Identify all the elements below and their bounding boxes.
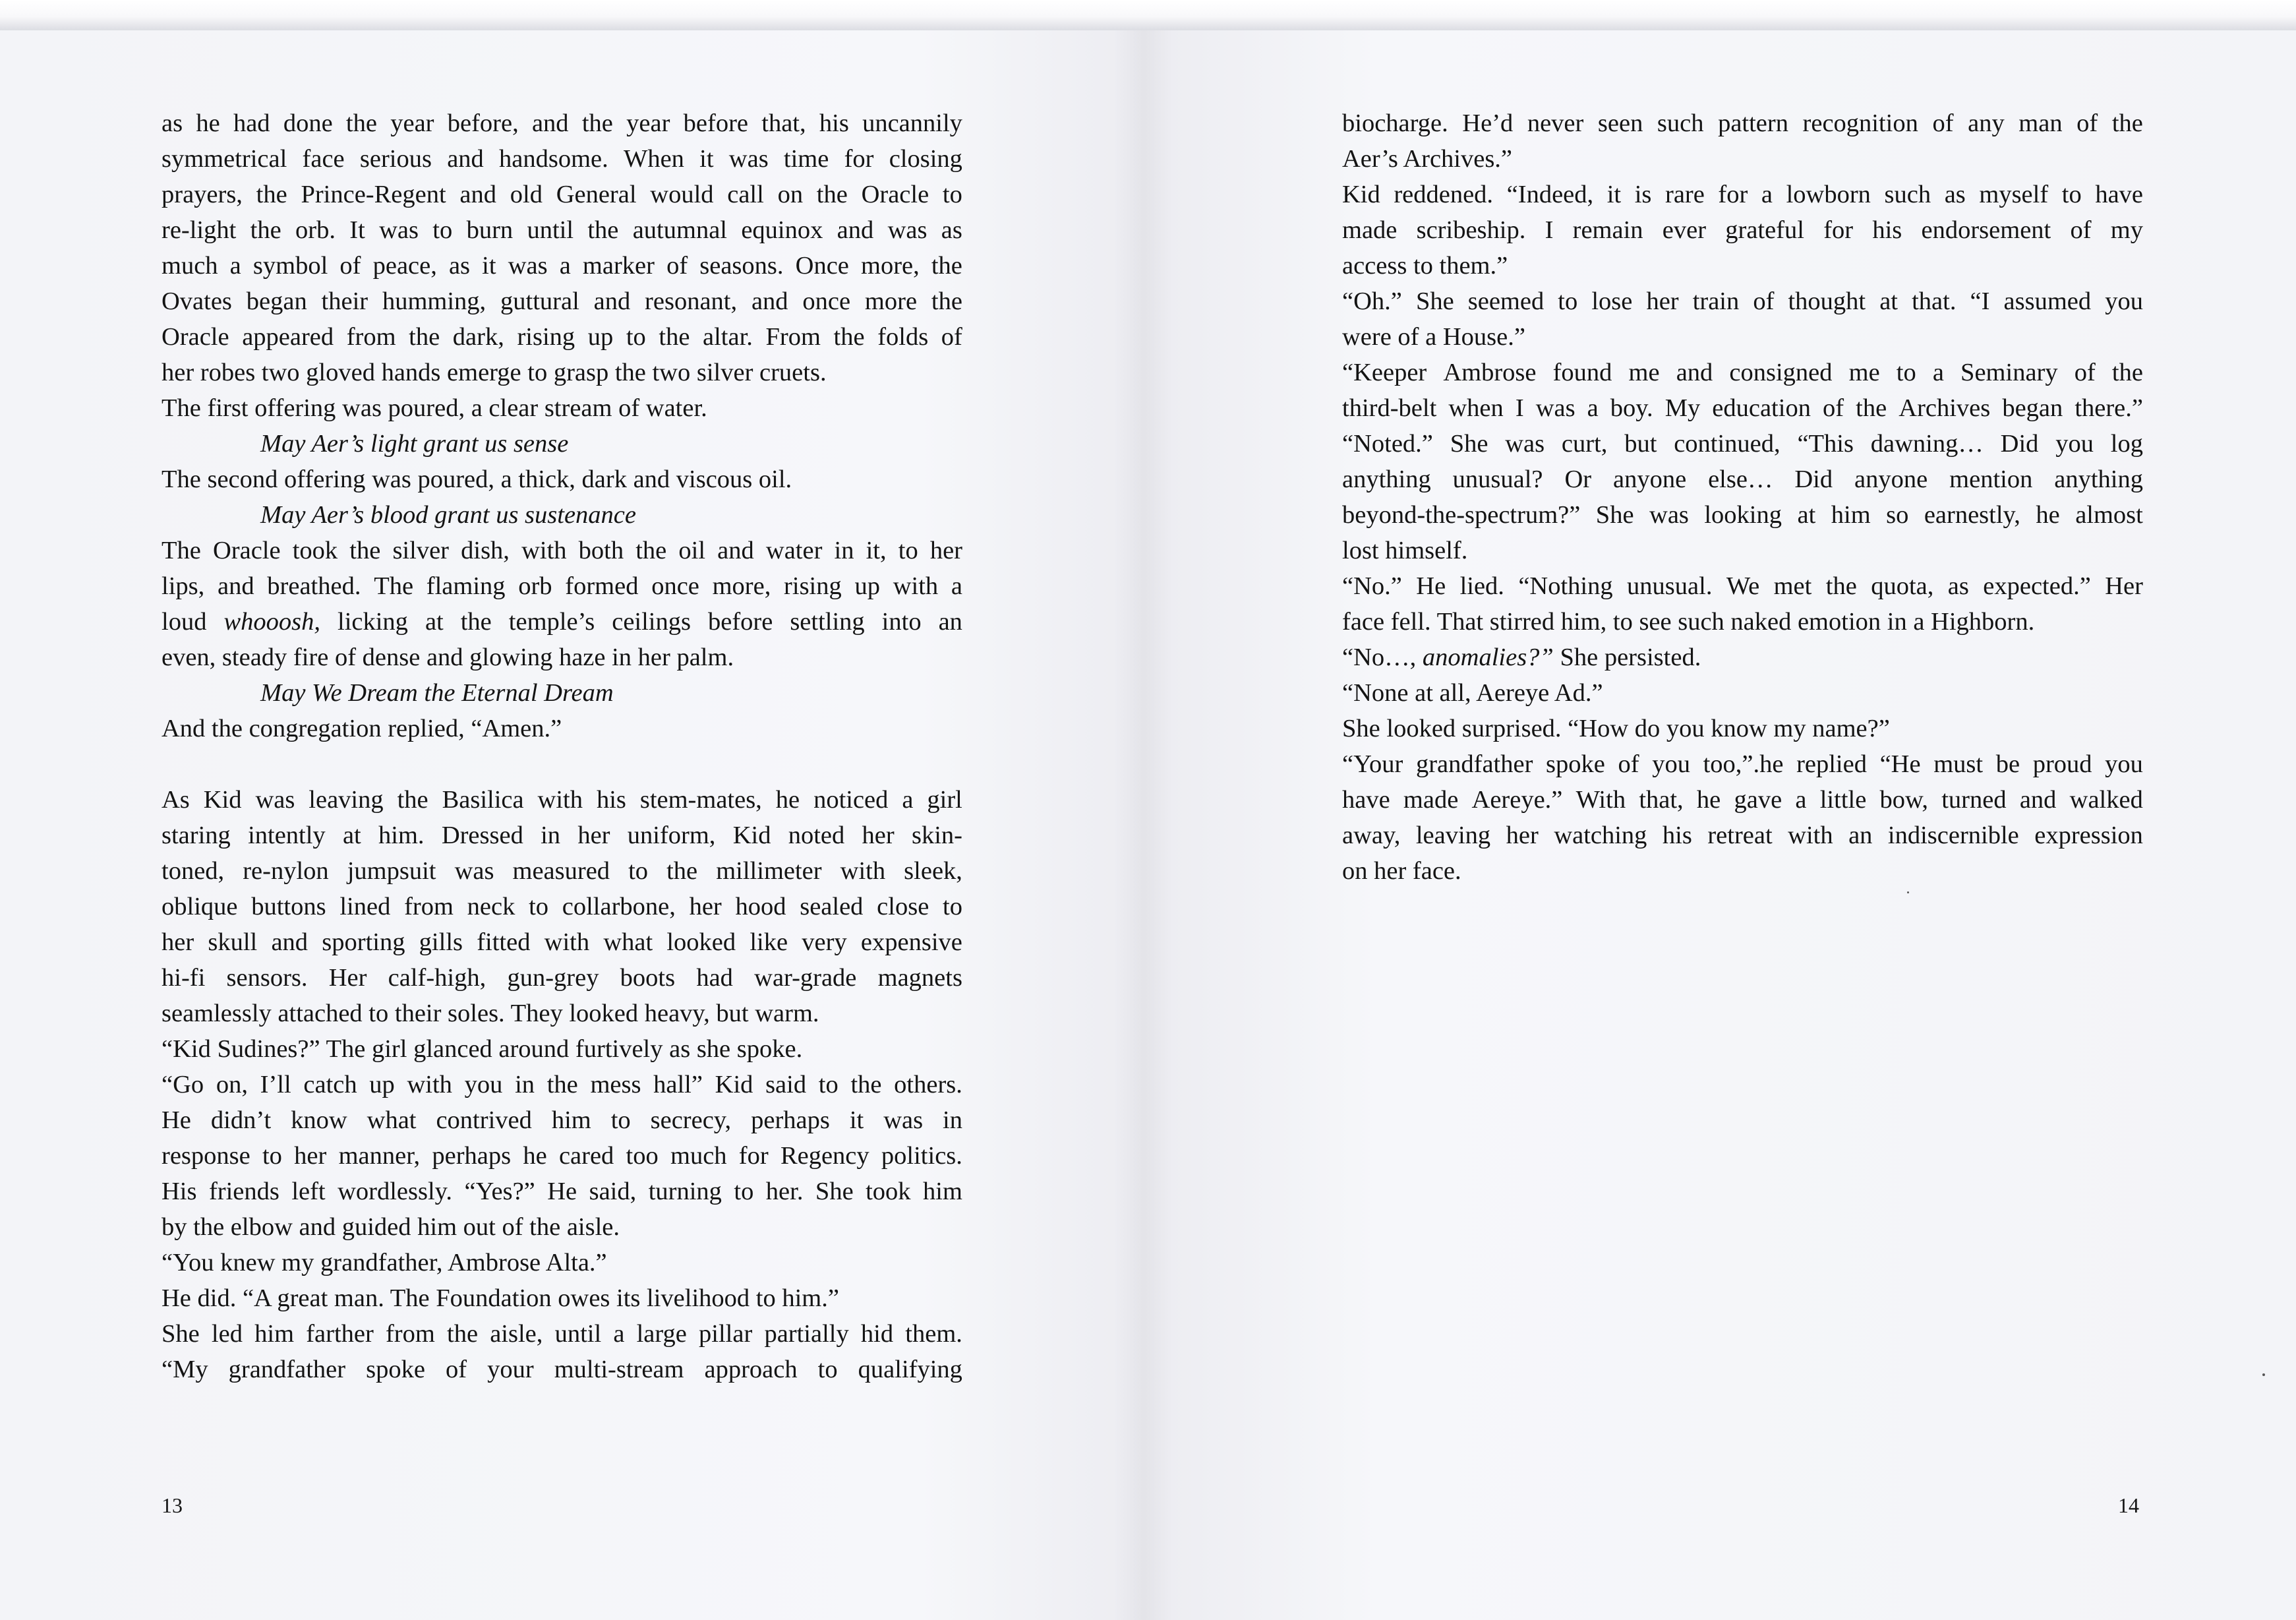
text-line: biocharge. He’d never seen such pattern recognition of any man of the <box>1342 109 2143 137</box>
paragraph-break <box>162 746 962 782</box>
text-line: were of a House.” <box>1342 323 1525 351</box>
text-line: have made Aereye.” With that, he gave a little bow, turned and walked <box>1342 786 2143 814</box>
scan-speck <box>1907 891 1909 893</box>
text-line: re-light the orb. It was to burn until the autumnal equinox and was as <box>162 216 962 244</box>
text-line: “No.” He lied. “Nothing unusual. We met the quota, as expected.” Her <box>1342 572 2143 600</box>
text-line: as he had done the year before, and the year before that, his uncannily <box>162 109 962 137</box>
text-line: lost himself. <box>1342 537 1468 564</box>
scan-top-edge <box>0 0 2296 30</box>
text-line: hi-fi sensors. Her calf-high, gun-grey boots had war-grade magnets <box>162 964 962 992</box>
text-line: She looked surprised. “How do you know my name?” <box>1342 715 1890 742</box>
text-line: The Oracle took the silver dish, with both the oil and water in it, to her <box>162 537 962 564</box>
text-line: “Noted.” She was curt, but continued, “This dawning… Did you log <box>1342 430 2143 458</box>
text-line: His friends left wordlessly. “Yes?” He said, turning to her. She took him <box>162 1178 962 1205</box>
page-number-left: 13 <box>162 1493 183 1517</box>
text-line: away, leaving her watching his retreat with an indiscernible expression <box>1342 822 2143 849</box>
right-page-text <box>1342 105 2143 889</box>
text-line: anything unusual? Or anyone else… Did anyone mention anything <box>1342 465 2143 493</box>
text-line: He did. “A great man. The Foundation owes its livelihood to him.” <box>162 1284 839 1312</box>
text-line: Aer’s Archives.” <box>1342 145 1513 173</box>
text-line: And the congregation replied, “Amen.” <box>162 715 562 742</box>
text-line: “Oh.” She seemed to lose her train of thought at that. “I assumed you <box>1342 287 2143 315</box>
text-line: her skull and sporting gills fitted with what looked like very expensive <box>162 928 962 956</box>
text-line: beyond-the-spectrum?” She was looking at him so earnestly, he almost <box>1342 501 2143 529</box>
text-line: He didn’t know what contrived him to secrecy, perhaps it was in <box>162 1106 962 1134</box>
text-line: The first offering was poured, a clear stream of water. <box>162 394 707 422</box>
text-line: “No…, anomalies?” She persisted. <box>1342 644 1701 671</box>
text-line: “None at all, Aereye Ad.” <box>1342 679 1603 707</box>
text-line: She led him farther from the aisle, until a large pillar partially hid them. <box>162 1320 962 1348</box>
text-line: As Kid was leaving the Basilica with his stem-mates, he noticed a girl <box>162 786 962 814</box>
text-line: “Go on, I’ll catch up with you in the mess hall” Kid said to the others. <box>162 1071 962 1098</box>
text-line: “Your grandfather spoke of you too,”.he replied “He must be proud you <box>1342 750 2143 778</box>
text-line: seamlessly attached to their soles. They looked heavy, but warm. <box>162 1000 819 1027</box>
left-page-text <box>162 105 962 1387</box>
text-line: symmetrical face serious and handsome. When it was time for closing <box>162 145 962 173</box>
text-line: “Kid Sudines?” The girl glanced around furtively as she spoke. <box>162 1035 803 1063</box>
text-line: her robes two gloved hands emerge to grasp the two silver cruets. <box>162 359 827 386</box>
liturgical-verse: May Aer’s light grant us sense <box>260 430 569 458</box>
text-line: “You knew my grandfather, Ambrose Alta.” <box>162 1249 607 1276</box>
text-line: face fell. That stirred him, to see such naked emotion in a Highborn. <box>1342 608 2035 636</box>
text-line: Oracle appeared from the dark, rising up to the altar. From the folds of <box>162 323 962 351</box>
liturgical-verse: May Aer’s blood grant us sustenance <box>260 501 636 529</box>
text-line: The second offering was poured, a thick, dark and viscous oil. <box>162 465 792 493</box>
text-line: by the elbow and guided him out of the aisle. <box>162 1213 620 1241</box>
book-gutter <box>1114 30 1173 1620</box>
text-line: Kid reddened. “Indeed, it is rare for a lowborn such as myself to have <box>1342 181 2143 208</box>
text-line: toned, re-nylon jumpsuit was measured to the millimeter with sleek, <box>162 857 962 885</box>
page-number-right: 14 <box>2118 1493 2139 1517</box>
text-line: response to her manner, perhaps he cared too much for Regency politics. <box>162 1142 962 1170</box>
text-line: much a symbol of peace, as it was a marker of seasons. Once more, the <box>162 252 962 280</box>
text-line: loud whooosh, licking at the temple’s ceilings before settling into an <box>162 608 962 636</box>
text-line: “My grandfather spoke of your multi-stream approach to qualifying <box>162 1356 962 1383</box>
text-line: third-belt when I was a boy. My education of the Archives began there.” <box>1342 394 2143 422</box>
text-line: “Keeper Ambrose found me and consigned me to a Seminary of the <box>1342 359 2143 386</box>
text-line: staring intently at him. Dressed in her uniform, Kid noted her skin- <box>162 822 962 849</box>
text-line: prayers, the Prince-Regent and old General would call on the Oracle to <box>162 181 962 208</box>
scan-speck <box>2262 1373 2265 1376</box>
text-line: lips, and breathed. The flaming orb formed once more, rising up with a <box>162 572 962 600</box>
text-line: on her face. <box>1342 857 1461 885</box>
text-line: Ovates began their humming, guttural and resonant, and once more the <box>162 287 962 315</box>
text-line: even, steady fire of dense and glowing haze in her palm. <box>162 644 734 671</box>
text-line: access to them.” <box>1342 252 1508 280</box>
liturgical-verse: May We Dream the Eternal Dream <box>260 679 614 707</box>
text-line: made scribeship. I remain ever grateful for his endorsement of my <box>1342 216 2143 244</box>
text-line: oblique buttons lined from neck to collarbone, her hood sealed close to <box>162 893 962 920</box>
